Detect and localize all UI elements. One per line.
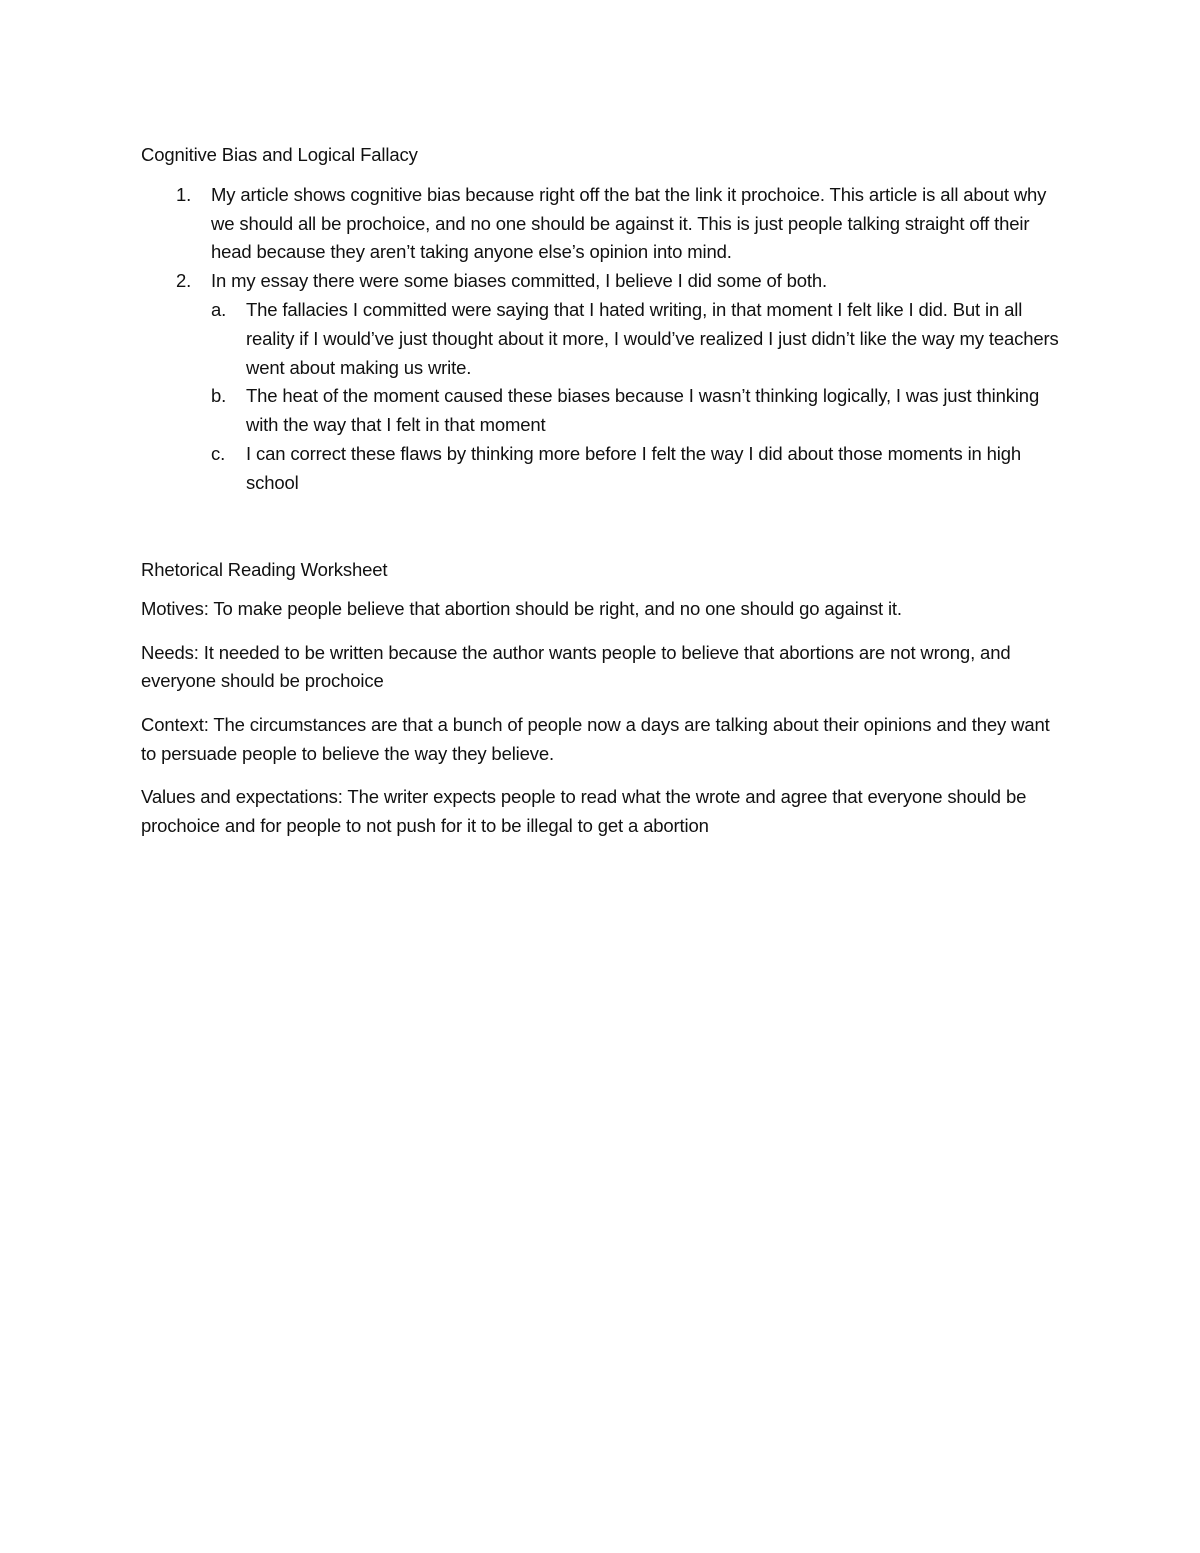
paragraph-values-expectations <box>141 783 1066 841</box>
list-marker: 2. <box>176 270 192 292</box>
paragraph-text: The circumstances are that a bunch of people now a days are talking about their opinions and they want to persuade people to believe the way they believe. <box>141 713 1050 764</box>
paragraph-motives <box>141 595 1066 624</box>
paragraph-label: Motives: <box>141 598 209 620</box>
list-item-text: My article shows cognitive bias because right off the bat the link it prochoice. This article is all about why we should all be prochoice, and no one should be against it. This is just people talking straight off their head because they aren’t taking anyone else’s opinion into mind. <box>211 183 1047 263</box>
lettered-sublist <box>211 296 1066 498</box>
sublist-marker: c. <box>211 442 226 464</box>
paragraph-label: Values and expectations: <box>141 785 343 807</box>
section-title-rhetorical-reading: Rhetorical Reading Worksheet <box>141 558 388 580</box>
sublist-item <box>211 440 1066 498</box>
paragraph-context <box>141 711 1066 769</box>
list-item <box>141 181 1066 267</box>
list-marker: 1. <box>176 183 192 205</box>
sublist-marker: b. <box>211 385 227 407</box>
sublist-item-text: The heat of the moment caused these biases because I wasn’t thinking logically, I was just thinking with the way that I felt in that moment <box>246 385 1040 436</box>
paragraph-needs <box>141 639 1066 697</box>
section-spacer <box>141 498 1066 556</box>
numbered-list <box>141 181 1066 498</box>
sublist-item <box>211 382 1066 440</box>
document-body <box>141 141 1066 855</box>
sublist-item <box>211 296 1066 382</box>
paragraph-label: Context: <box>141 713 209 735</box>
sublist-item-text: I can correct these flaws by thinking more before I felt the way I did about those moments in high school <box>246 442 1022 493</box>
paragraph-label: Needs: <box>141 641 199 663</box>
paragraph-text: To make people believe that abortion should be right, and no one should go against it. <box>213 598 902 620</box>
sublist-marker: a. <box>211 298 227 320</box>
sublist-item-text: The fallacies I committed were saying that I hated writing, in that moment I felt like I did. But in all reality if I would’ve just thought about it more, I would’ve realized I just didn’t like the way my teachers went about making us write. <box>246 298 1059 378</box>
list-item <box>141 267 1066 497</box>
paragraph-text: It needed to be written because the author wants people to believe that abortions are not wrong, and everyone should be prochoice <box>141 641 1011 692</box>
section-title-cognitive-bias: Cognitive Bias and Logical Fallacy <box>141 144 418 165</box>
list-item-text: In my essay there were some biases committed, I believe I did some of both. <box>211 270 827 292</box>
paragraph-text: The writer expects people to read what the wrote and agree that everyone should be prochoice and for people to not push for it to be illegal to get a abortion <box>141 785 1027 836</box>
